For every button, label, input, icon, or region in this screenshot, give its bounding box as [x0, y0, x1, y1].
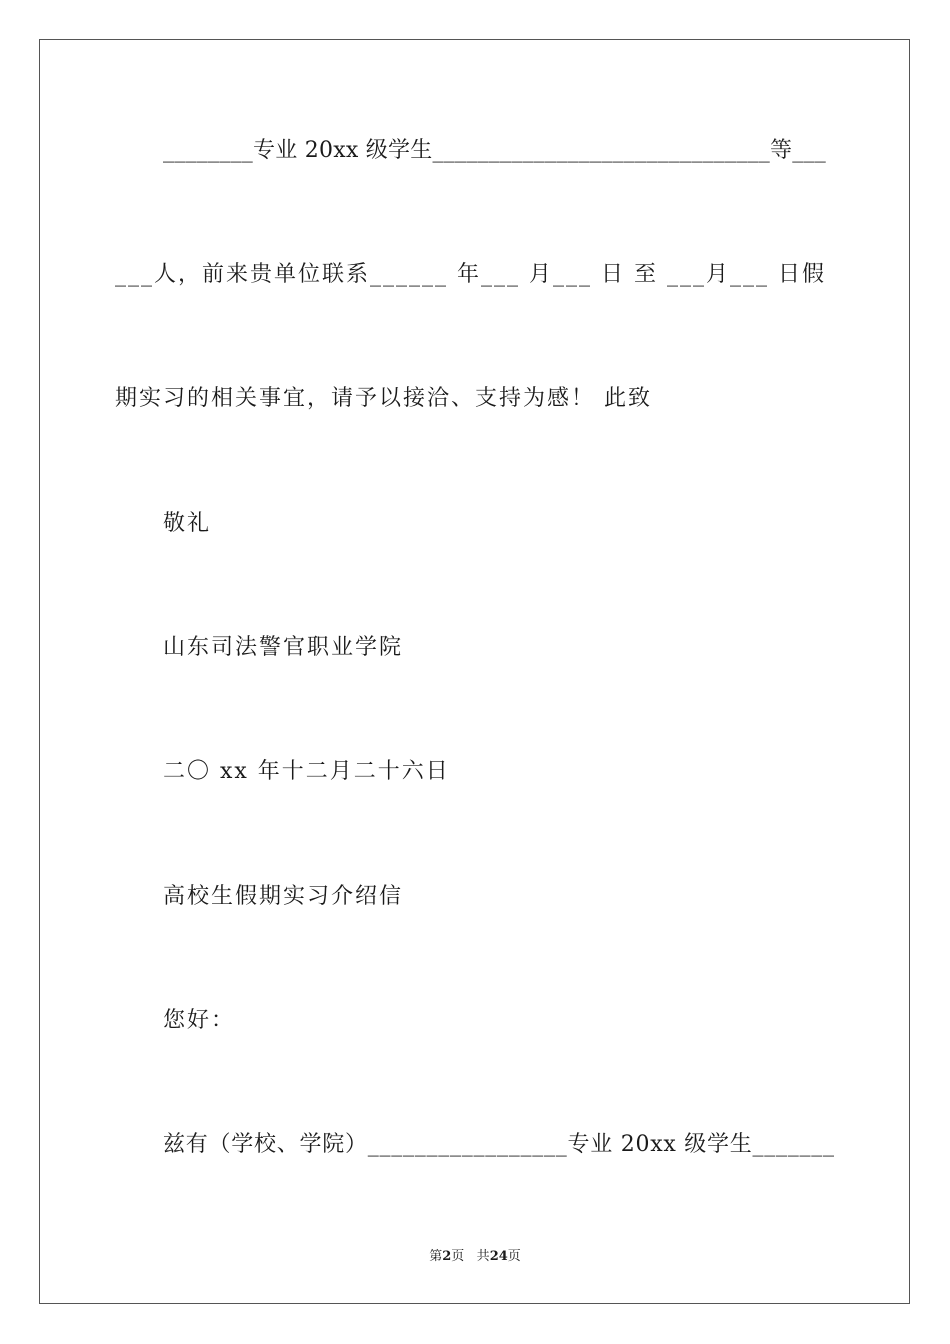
footer-page-suffix: 页	[451, 1249, 465, 1264]
signature-date: 二〇 xx 年十二月二十六日	[163, 759, 450, 784]
footer-total-prefix: 共	[476, 1249, 490, 1264]
body-line-1: ________专业 20xx 级学生______________________________等___	[163, 138, 827, 163]
section-title: 高校生假期实习介绍信	[163, 884, 404, 909]
body-line-4: 兹有（学校、学院）_________________专业 20xx 级学生_______	[163, 1132, 835, 1157]
greeting: 您好：	[163, 1008, 236, 1033]
footer-total-suffix: 页	[507, 1249, 521, 1264]
page-border	[39, 39, 910, 1304]
footer-page-number: 2	[442, 1249, 452, 1264]
closing-salutation: 敬礼	[163, 511, 212, 536]
footer-total-pages: 24	[489, 1249, 508, 1264]
body-line-3: 期实习的相关事宜，请予以接洽、支持为感！ 此致	[115, 386, 652, 411]
body-line-2: ___人，前来贵单位联系______ 年___ 月___ 日 至 ___月___ 日假	[115, 262, 826, 287]
page-footer	[0, 1248, 950, 1266]
signature-institution: 山东司法警官职业学院	[163, 635, 404, 660]
footer-page-prefix: 第	[429, 1249, 443, 1264]
